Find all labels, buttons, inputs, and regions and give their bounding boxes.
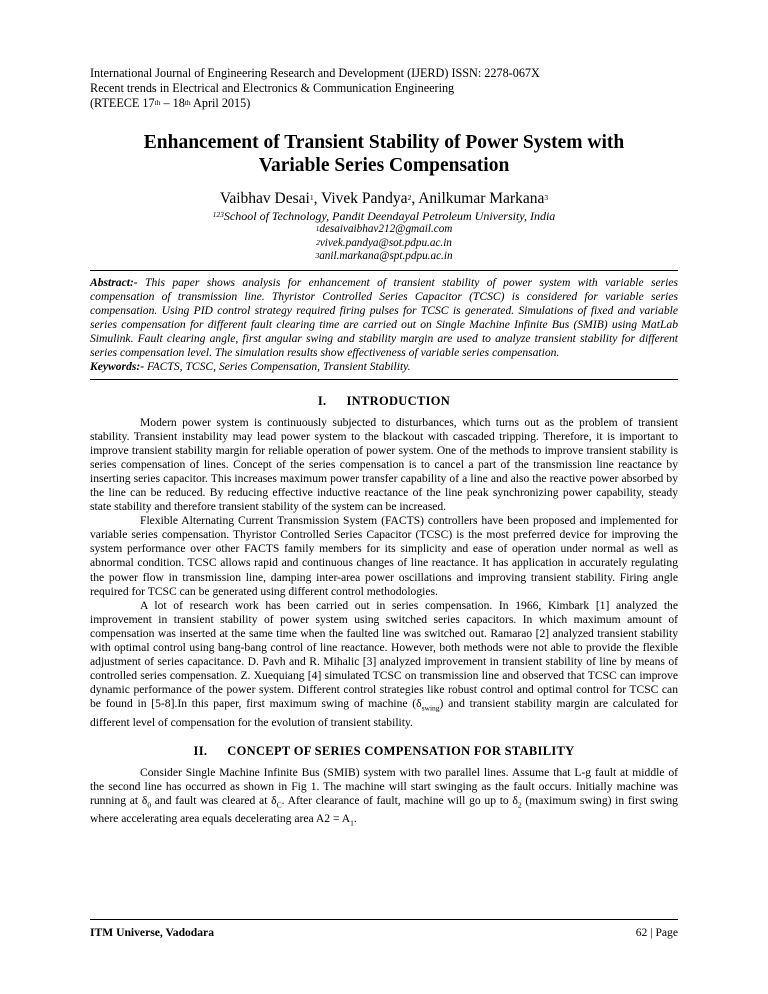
- journal-line-2: Recent trends in Electrical and Electronics & Communication Engineering: [90, 81, 455, 95]
- email-1[interactable]: $^1$desaivaibhav212@gmail.com: [315, 223, 453, 235]
- journal-line-1: International Journal of Engineering Research and Development (IJERD) ISSN: 2278-067X: [90, 66, 540, 80]
- paragraph: Flexible Alternating Current Transmission System (FACTS) controllers have been proposed and implemented for variable series compensation. Thyristor Controlled Series Capacitor (TCSC) is the most preferred device for improving the system performance over other FACTS family members for its simplicity and ease of operation under normal as well as abnormal condition. TCSC allows rapid and continuous changes of line reactance. It has application in accurately regulating the power flow in transmission line, damping inter-area power oscillations and improving transient stability. Firing angle required for TCSC can be generated using different control methodologies.: [90, 514, 678, 598]
- keywords-label: Keywords:-: [90, 359, 145, 373]
- author-list: Vaibhav Desai$^1$, Vivek Pandya$^2$, Anilkumar Markana$^3$: [219, 190, 549, 207]
- affiliation: $^{123}$School of Technology, Pandit Deendayal Petroleum University, India: [212, 209, 556, 223]
- footer-rule: [90, 919, 678, 920]
- page-footer: [90, 919, 678, 939]
- abstract-bottom-rule: [90, 379, 678, 380]
- abstract-text: This paper shows analysis for enhancement of transient stability of power system with variable series compensation of transmission line. Thyristor Controlled Series Capacitor (TCSC) is considered for variable series compensation. Using PID control strategy required firing pulses for TCSC is generated. Simulations of fixed and variable series compensation for different fault clearing time are carried out on Single Machine Infinite Bus (SMIB) using MatLab Simulink. Fault clearing angle, first angular swing and stability margin are used to analyze transient stability for different series compensation level. The simulation results show effectiveness of variable series compensation.: [90, 275, 678, 359]
- keywords: [90, 360, 678, 374]
- author-name: Anilkumar Markana: [418, 190, 545, 207]
- journal-line-3: (RTEECE 17th – 18th April 2015): [90, 96, 251, 110]
- keywords-text: FACTS, TCSC, Series Compensation, Transient Stability.: [144, 359, 411, 373]
- author-name: Vivek Pandya: [321, 190, 408, 207]
- email-list: [90, 223, 678, 264]
- journal-header: [90, 66, 678, 111]
- title-line-2: Variable Series Compensation: [258, 155, 510, 176]
- paragraph: A lot of research work has been carried out in series compensation. In 1966, Kimbark [1] analyzed the improvement in transient stability of power system using switched series capacitors. In which maximum amount of compensation was inserted at the same time when the faulted line was switched out. Ramarao [2] analyzed transient stability with optimal control using bang-bang control of line reactance. However, both methods were not able to provide the flexible adjustment of series capacitance. D. Pavh and R. Mihalic [3] analyzed improvement in transient stability of line by means of controlled series compensation. Z. Xuequiang [4] simulated TCSC on transmission line and observed that TCSC can improve dynamic performance of the power system. Different control strategies like robust control and optimal control for TCSC can be found in [5-8].In this paper, first maximum swing of machine $(\delta_{swing})$ and transient stability margin are calculated for different level of compensation for the evolution of transient stability.: [90, 598, 678, 729]
- footer-institution: ITM Universe, Vadodara: [90, 926, 214, 939]
- abstract: [90, 276, 678, 360]
- email-2[interactable]: $^2$vivek.pandya@sot.pdpu.ac.in: [316, 236, 452, 249]
- title-line-1: Enhancement of Transient Stability of Power System with: [143, 132, 625, 153]
- paper-title: [90, 131, 678, 177]
- email-3[interactable]: $^3$anil.markana@spt.pdpu.ac.in: [315, 250, 453, 262]
- paragraph: Consider Single Machine Infinite Bus (SMIB) system with two parallel lines. Assume that L-g fault at middle of the second line has occurred as shown in Fig 1. The machine will start swinging as the fault occurs. Initially machine was running at $\delta_0$ and fault was cleared at $\delta_C$. After clearance of fault, machine will go up to $\delta_2$ (maximum swing) in first swing where accelerating area equals decelerating area $A2 = A_1$.: [90, 765, 678, 828]
- paragraph: Modern power system is continuously subjected to disturbances, which turns out as the problem of transient stability. Transient instability may lead power system to the blackout with cascaded tripping. Therefore, it is important to improve transient stability margin for reliable operation of power system. One of the methods to improve transient stability is series compensation of lines. Concept of the series compensation is to cancel a part of the transmission line reactance by inserting series capacitor. This increases maximum power transfer capability of a line and also the reactive power absorbed by the line can be reduced. By reducing effective inductive reactance of the line peak synchronizing power capability, steady state stability and therefore transient stability of the system can be increased.: [90, 415, 678, 514]
- page-number: 62 | Page: [635, 926, 678, 939]
- section-heading-introduction: I. INTRODUCTION: [317, 393, 451, 408]
- abstract-top-rule: [90, 270, 678, 271]
- paper-page: [90, 66, 678, 831]
- abstract-label: Abstract:-: [90, 275, 138, 289]
- section-heading-concept: II. CONCEPT OF SERIES COMPENSATION FOR STABILITY: [193, 743, 575, 758]
- author-name: Vaibhav Desai: [219, 190, 310, 207]
